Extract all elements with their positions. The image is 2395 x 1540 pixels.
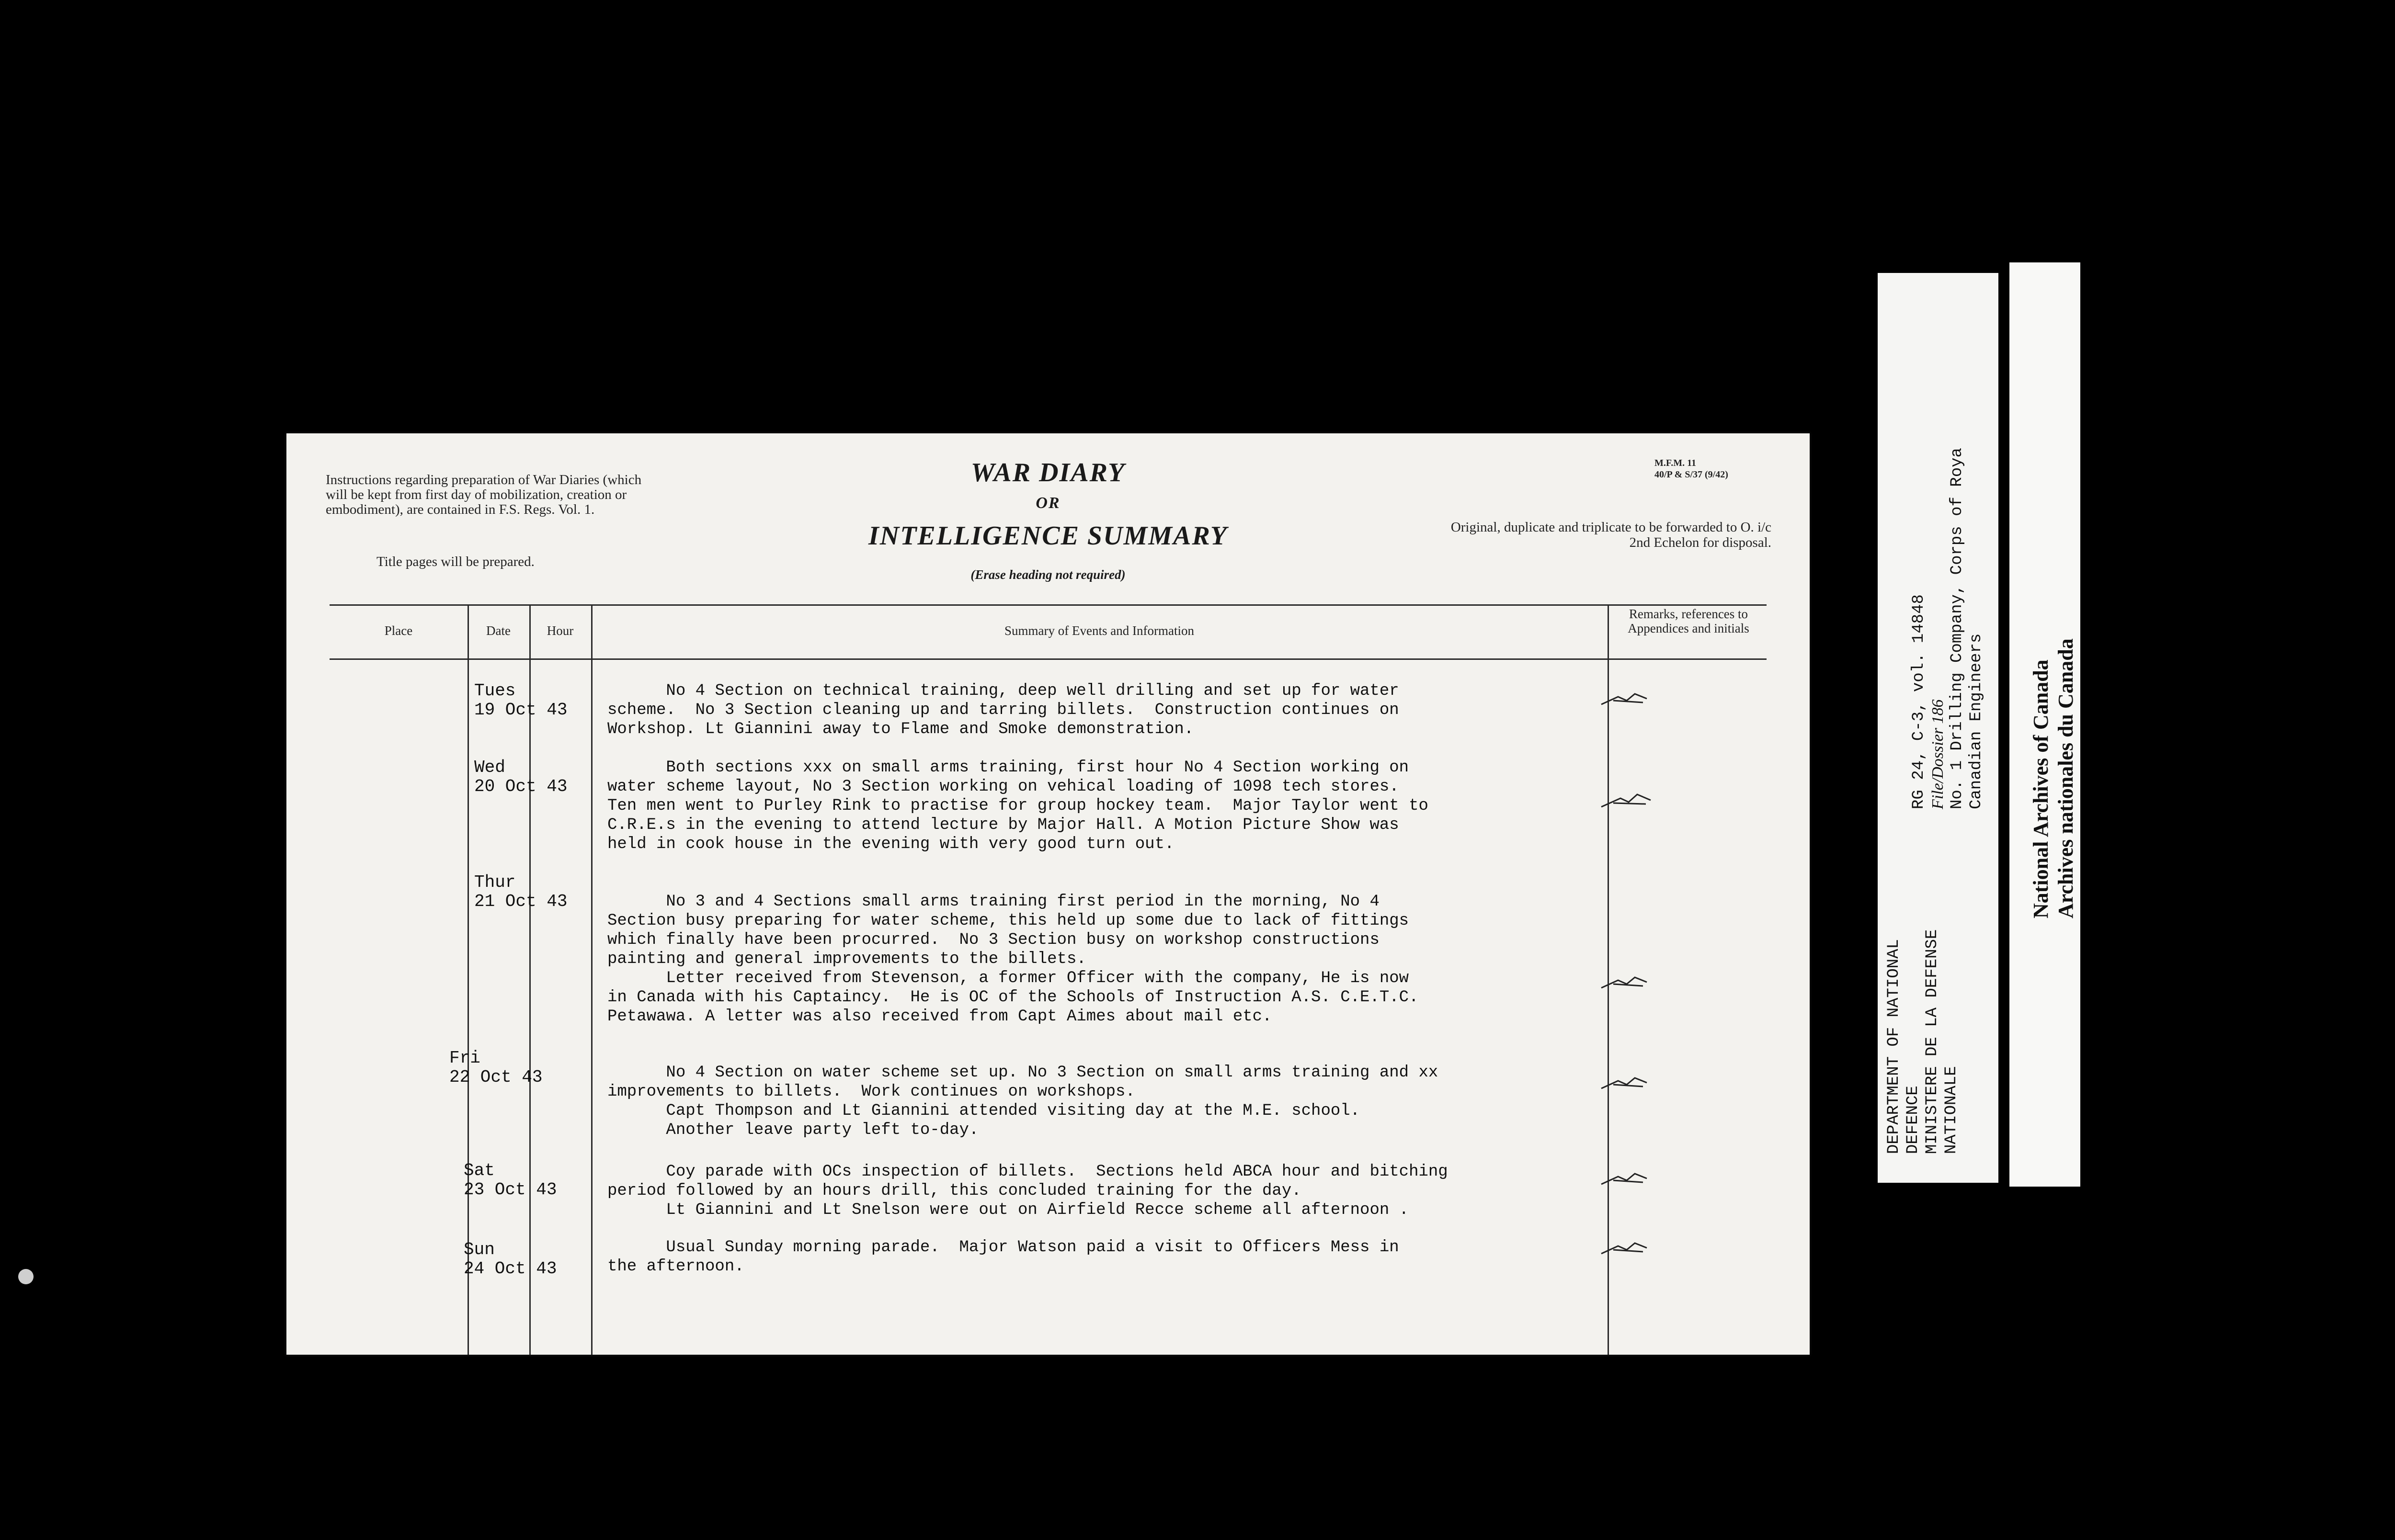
entry-date <box>464 1161 557 1200</box>
column-header-place: Place <box>384 623 413 638</box>
entry-day: Wed <box>474 758 505 777</box>
initials-mark <box>1599 1235 1652 1259</box>
department-line: MINISTERE DE LA DEFENSE <box>1923 929 1941 1154</box>
entry-summary: Both sections xxx on small arms training, first hour No 4 Section working on water scheme layout, No 3 Section working on vehical loading of 1098 tech stores. Ten men went to Purley Rink to practise for group hockey team. Major Taylor went to C.R.E.s in the evening to attend lecture by Major Hall. A Motion Picture Show was held in cook house in the evening with very good turn out. <box>607 759 1428 853</box>
erase-note: (Erase heading not required) <box>970 567 1126 582</box>
file-reference-line: No. 1 Drilling Company, Corps of Roya <box>1948 448 1966 809</box>
entry-day: Fri <box>449 1048 480 1068</box>
national-archives-label <box>2009 262 2080 1187</box>
title-war-diary: WAR DIARY <box>970 458 1126 487</box>
initials-mark <box>1599 788 1656 812</box>
title-pages-note: Title pages will be prepared. <box>376 554 535 569</box>
department-block <box>1884 929 1961 1154</box>
entry-date-text: 22 Oct 43 <box>449 1067 543 1087</box>
department-line: NATIONALE <box>1942 1066 1961 1154</box>
entry-summary: No 4 Section on water scheme set up. No 3 Section on small arms training and xx improvements to billets. Work continues on workshops. Capt Thompson and Lt Giannini attended visiting day at the M.E. school. Another leave party left to-day. <box>607 1064 1438 1139</box>
distribution-note: Original, duplicate and triplicate to be forwarded to O. i/c 2nd Echelon for disposal. <box>1450 520 1771 550</box>
entry-date <box>464 1240 557 1279</box>
department-line: DEPARTMENT OF NATIONAL <box>1885 939 1903 1154</box>
entry-day: Sat <box>464 1161 495 1180</box>
archives-name-fr: Archives nationales du Canada <box>2054 638 2077 918</box>
instructions-note: Instructions regarding preparation of War Diaries (which will be kept from first day of mobilization, creation or embodiment), are contained in F.S. Regs. Vol. 1. <box>326 472 642 517</box>
entry-date <box>474 873 567 911</box>
entry-date <box>449 1049 542 1087</box>
entry-day: Thur <box>474 872 516 892</box>
entry-summary: Coy parade with OCs inspection of billets. Sections held ABCA hour and bitching period followed by an hours drill, this concluded training for the day. Lt Giannini and Lt Snelson were out on Airfield Recce scheme all afternoon . <box>607 1163 1448 1219</box>
hour-summary-divider <box>591 604 593 1355</box>
table-header-rule <box>330 658 1767 660</box>
form-code-line: 40/P & S/37 (9/42) <box>1654 469 1728 480</box>
entry-date-text: 19 Oct 43 <box>474 700 568 720</box>
title-or: OR <box>1036 494 1061 512</box>
war-diary-sheet <box>286 433 1810 1355</box>
column-header-summary: Summary of Events and Information <box>1004 623 1194 638</box>
initials-mark <box>1599 970 1652 994</box>
form-number <box>1654 457 1728 480</box>
scan-speck <box>18 1269 34 1284</box>
entry-date-text: 24 Oct 43 <box>464 1259 557 1279</box>
initials-mark <box>1599 1070 1652 1094</box>
entry-date <box>474 758 567 796</box>
archives-name-en: National Archives of Canada <box>2029 659 2053 918</box>
entry-date-text: 21 Oct 43 <box>474 892 568 911</box>
file-reference-line: Canadian Engineers <box>1967 633 1985 809</box>
file-reference-block <box>1909 448 1986 809</box>
initials-mark <box>1599 1166 1652 1190</box>
entry-day: Sun <box>464 1240 495 1259</box>
column-header-date: Date <box>486 623 511 638</box>
entry-date-text: 23 Oct 43 <box>464 1180 557 1200</box>
initials-mark <box>1599 686 1652 710</box>
file-reference-line: RG 24, C-3, vol. 14848 <box>1910 594 1928 809</box>
archive-reference-label <box>1878 273 1998 1183</box>
department-line: DEFENCE <box>1904 1086 1922 1154</box>
entry-summary: No 3 and 4 Sections small arms training first period in the morning, No 4 Section busy preparing for water scheme, this held up some due to lack of fittings which finally have been procurred. No 3 Section busy on workshop constructions painting and general improvements to the billets. Letter received from Stevenson, a former Officer with the company, He is now in Canada with his Captaincy. He is OC of the Schools of Instruction A.S. C.E.T.C. Petawawa. A letter was also received from Capt Aimes about mail etc. <box>607 893 1419 1026</box>
column-header-hour: Hour <box>547 623 574 638</box>
entry-summary: No 4 Section on technical training, deep well drilling and set up for water scheme. No 3 Section cleaning up and tarring billets. Construction continues on Workshop. Lt Giannini away to Flame and Smoke demonstration. <box>607 682 1399 738</box>
title-intelligence-summary: INTELLIGENCE SUMMARY <box>868 521 1228 551</box>
archives-name-block <box>2029 638 2078 918</box>
entry-summary: Usual Sunday morning parade. Major Watson paid a visit to Officers Mess in the afternoon. <box>607 1238 1399 1276</box>
table-top-rule <box>330 604 1767 606</box>
entry-date <box>474 681 567 720</box>
entry-day: Tues <box>474 681 516 701</box>
entry-date-text: 20 Oct 43 <box>474 777 568 796</box>
column-header-remarks: Remarks, references to Appendices and initials <box>1628 607 1749 635</box>
file-reference-line: File/Dossier 186 <box>1929 699 1947 809</box>
form-number-line: M.F.M. 11 <box>1654 458 1697 468</box>
